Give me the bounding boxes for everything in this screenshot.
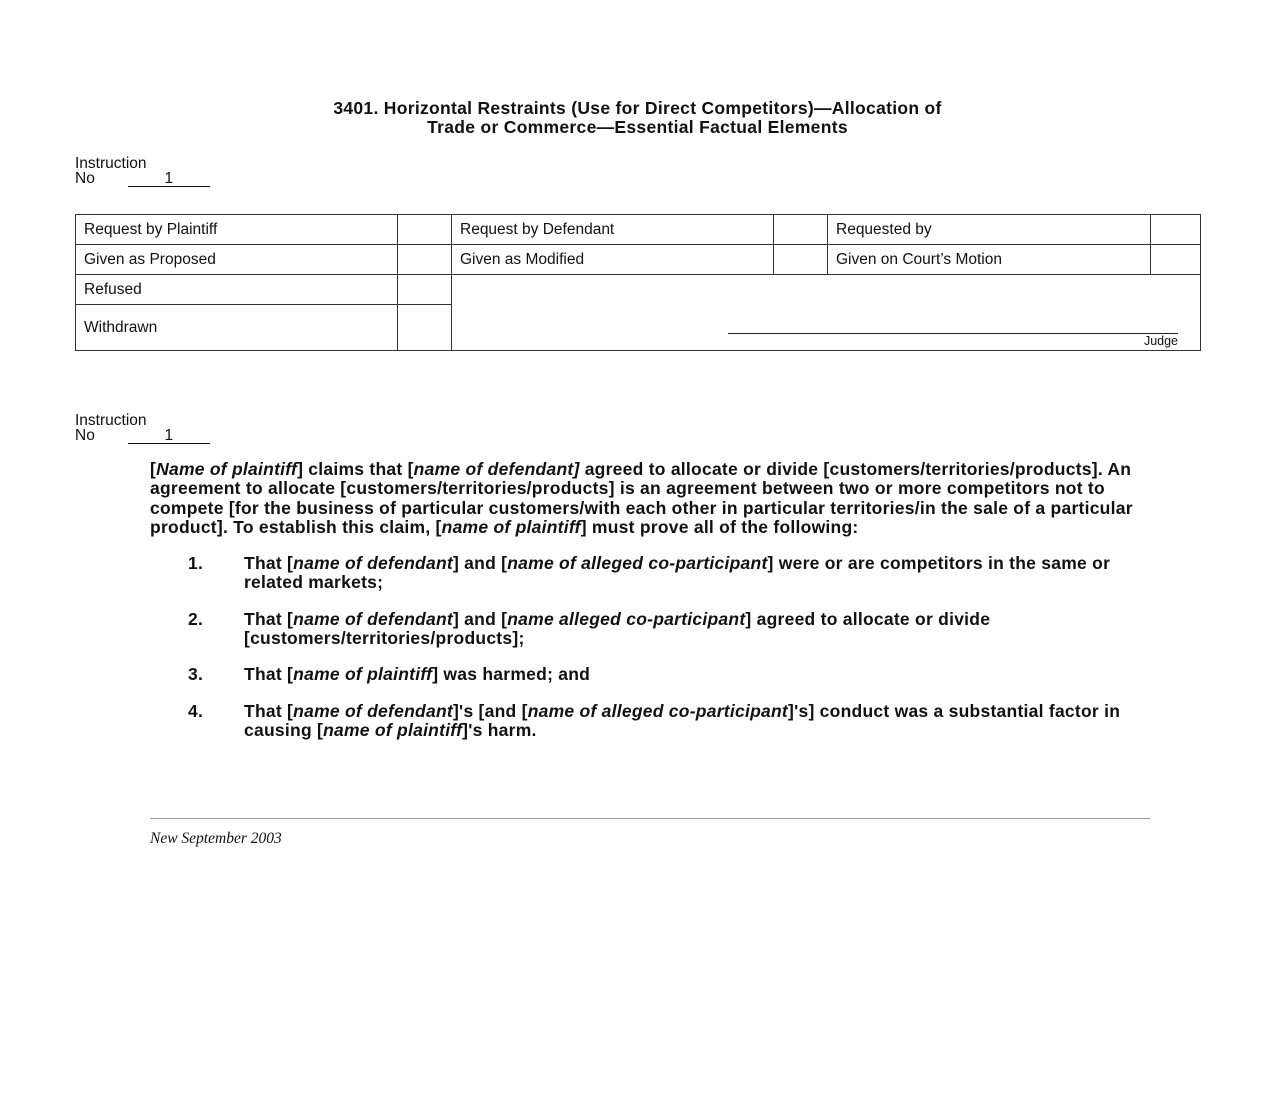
list-item — [150, 610, 1140, 649]
intro-paragraph — [150, 460, 1140, 537]
intro-text-1: [ — [150, 459, 157, 479]
request-defendant-label: Request by Defendant — [452, 215, 774, 245]
intro-placeholder-3: name of plaintiff — [441, 516, 581, 537]
request-defendant-checkbox[interactable] — [774, 215, 828, 245]
footer-divider — [150, 818, 1150, 819]
list-item-number: 3. — [188, 664, 204, 685]
instruction-body-no-row — [75, 428, 210, 444]
instruction-no-label: No — [75, 170, 95, 187]
given-as-modified-checkbox[interactable] — [774, 245, 828, 275]
item-4-text-2: ]'s [and [ — [452, 700, 528, 721]
item-4-placeholder-1: name of defendant — [293, 700, 453, 721]
title-line-2: Trade or Commerce—Essential Factual Elements — [427, 117, 848, 137]
intro-text-3: agreed to allocate or divide [customers/territories/products]. An agreement to allocate [customers/territories/products] is an agreement between two or more competitors not to compete [for the business of particular customers/with each other in particular territories/in the sale of a particular product]. To establish this claim, [ — [150, 459, 1133, 537]
instruction-body-number-header — [75, 413, 210, 444]
instruction-body-no-label: No — [75, 427, 95, 444]
item-1-placeholder-1: name of defendant — [293, 553, 453, 574]
instruction-label: Instruction — [75, 155, 147, 172]
list-item — [150, 702, 1140, 741]
list-item-number: 2. — [188, 608, 204, 629]
requested-by-label: Requested by — [828, 215, 1151, 245]
intro-text-4: ] must prove all of the following: — [580, 516, 859, 537]
instruction-body — [150, 460, 1140, 757]
item-3-text-2: ] was harmed; and — [432, 664, 591, 685]
item-4-text-1: That [ — [244, 700, 294, 721]
item-2-text-1: That [ — [244, 608, 294, 629]
instruction-number: 1 — [128, 172, 210, 187]
intro-placeholder-1: Name of plaintiff — [156, 459, 298, 479]
intro-text-2: ] claims that [ — [297, 459, 414, 479]
judge-signature-line — [728, 333, 1178, 334]
withdrawn-label: Withdrawn — [76, 305, 398, 351]
requested-by-checkbox[interactable] — [1151, 215, 1201, 245]
list-item — [150, 665, 1140, 684]
refused-label: Refused — [76, 275, 398, 305]
item-2-text-2: ] and [ — [452, 608, 508, 629]
item-2-placeholder-1: name of defendant — [293, 608, 453, 629]
item-4-text-3: ]'s] conduct was a substantial factor in causing [ — [244, 700, 1121, 740]
given-as-proposed-label: Given as Proposed — [76, 245, 398, 275]
footer-note: New September 2003 — [150, 830, 282, 847]
request-status-table — [75, 214, 1201, 351]
item-2-text-3: ] agreed to allocate or divide [customers/territories/products]; — [244, 608, 991, 649]
instruction-body-number: 1 — [128, 429, 210, 444]
item-3-text-1: That [ — [244, 664, 294, 685]
request-plaintiff-label: Request by Plaintiff — [76, 215, 398, 245]
item-4-placeholder-2: name of alleged co-participant — [527, 700, 789, 721]
judge-signature-area[interactable] — [452, 275, 1201, 351]
item-4-text-4: ]'s harm. — [462, 719, 537, 740]
item-1-text-2: ] and [ — [452, 553, 508, 574]
list-item-text — [226, 554, 1140, 593]
list-item-text — [226, 702, 1140, 741]
item-1-placeholder-2: name of alleged co-participant — [507, 553, 768, 574]
instruction-body-label: Instruction — [75, 412, 147, 429]
intro-placeholder-2: name of defendant] — [413, 459, 580, 479]
given-as-modified-label: Given as Modified — [452, 245, 774, 275]
withdrawn-checkbox[interactable] — [398, 305, 452, 351]
list-item-number: 4. — [188, 700, 204, 721]
item-1-text-1: That [ — [244, 553, 294, 574]
list-item-text — [226, 610, 1140, 649]
given-on-courts-motion-checkbox[interactable] — [1151, 245, 1201, 275]
item-1-text-3: ] were or are competitors in the same or related markets; — [244, 553, 1111, 593]
title-line-1: 3401. Horizontal Restraints (Use for Direct Competitors)—Allocation of — [333, 98, 942, 118]
given-as-proposed-checkbox[interactable] — [398, 245, 452, 275]
elements-list — [150, 554, 1140, 740]
instruction-number-header — [75, 156, 210, 187]
item-4-placeholder-3: name of plaintiff — [323, 719, 463, 740]
item-3-placeholder-1: name of plaintiff — [293, 664, 433, 685]
judge-label: Judge — [1143, 334, 1178, 348]
item-2-placeholder-2: name alleged co-participant — [507, 608, 746, 629]
refused-checkbox[interactable] — [398, 275, 452, 305]
document-title — [0, 99, 1275, 137]
list-item-number: 1. — [188, 553, 204, 574]
given-on-courts-motion-label: Given on Court’s Motion — [828, 245, 1151, 275]
request-plaintiff-checkbox[interactable] — [398, 215, 452, 245]
instruction-no-row — [75, 171, 210, 187]
list-item-text — [226, 665, 1140, 684]
list-item — [150, 554, 1140, 593]
